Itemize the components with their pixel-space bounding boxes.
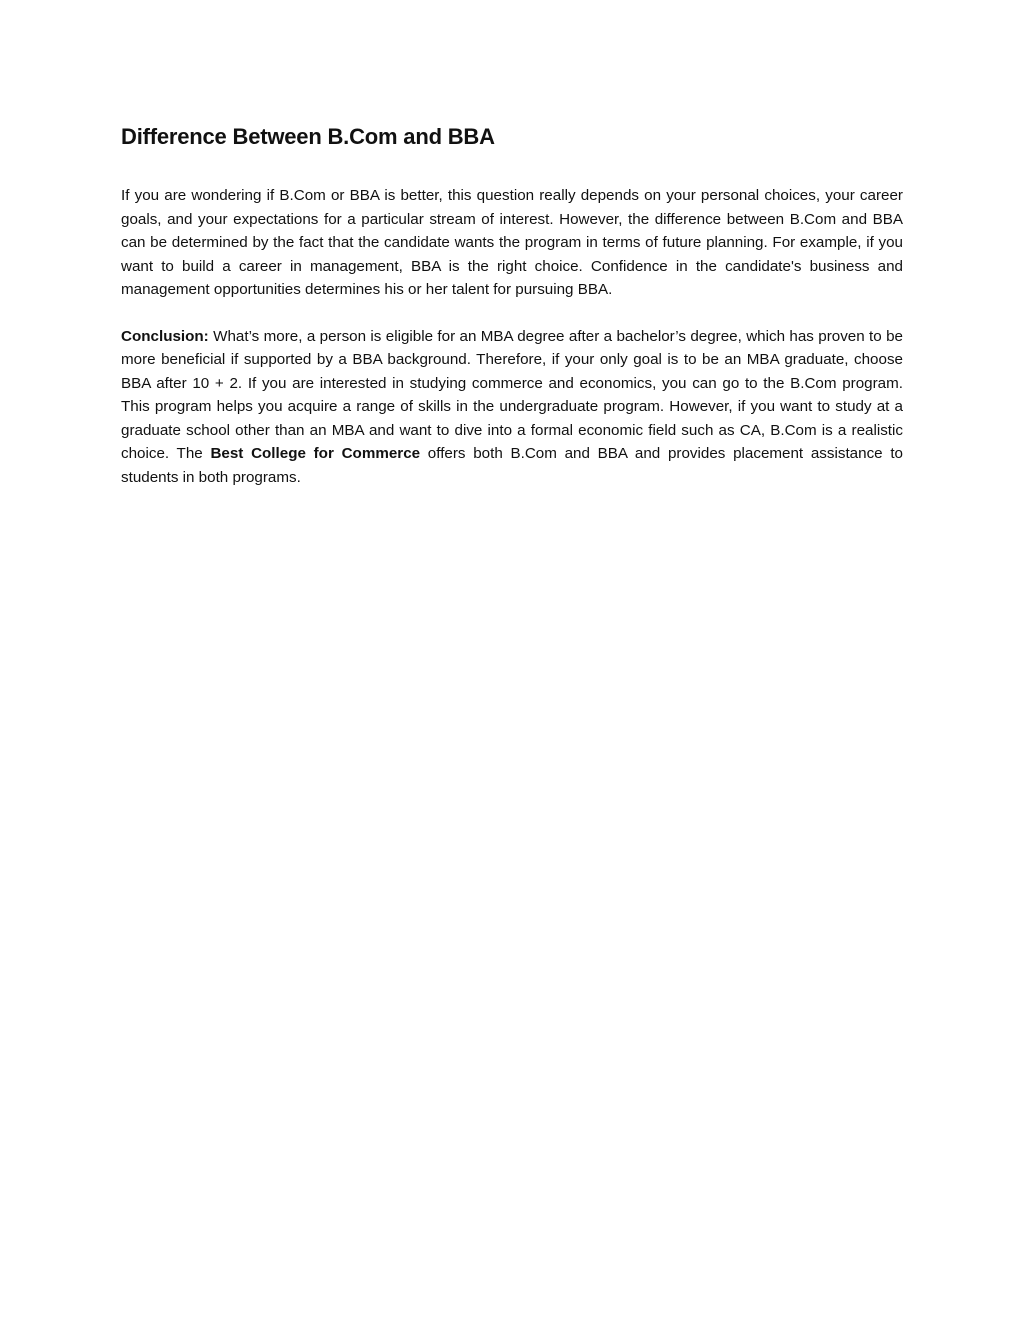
conclusion-text-after: offers both B.Com and BBA and provides placement assistance to students in both programs. [121,445,903,486]
conclusion-paragraph [121,325,903,490]
conclusion-label: Conclusion: [121,327,209,345]
intro-paragraph: If you are wondering if B.Com or BBA is better, this question really depends on your personal choices, your career goals, and your expectations for a particular stream of interest. However, the difference between B.Com and BBA can be determined by the fact that the candidate wants the program in terms of future planning. For example, if you want to build a career in management, BBA is the right choice. Confidence in the candidate's business and management opportunities determines his or her talent for pursuing BBA. [121,187,903,298]
conclusion-text-before: What’s more, a person is eligible for an MBA degree after a bachelor’s degree, which has proven to be more beneficial if supported by a BBA background. Therefore, if your only goal is to be an MBA graduate, choose BBA after 10 + 2. If you are interested in studying commerce and economics, you can go to the B.Com program. This program helps you acquire a range of skills in the undergraduate program. However, if you want to study at a graduate school other than an MBA and want to dive into a formal economic field such as CA, B.Com is a realistic choice. The [121,327,903,462]
best-college-emphasis: Best College for Commerce [210,445,421,462]
document-title: Difference Between B.Com and BBA [121,124,495,149]
document-page [121,120,903,512]
